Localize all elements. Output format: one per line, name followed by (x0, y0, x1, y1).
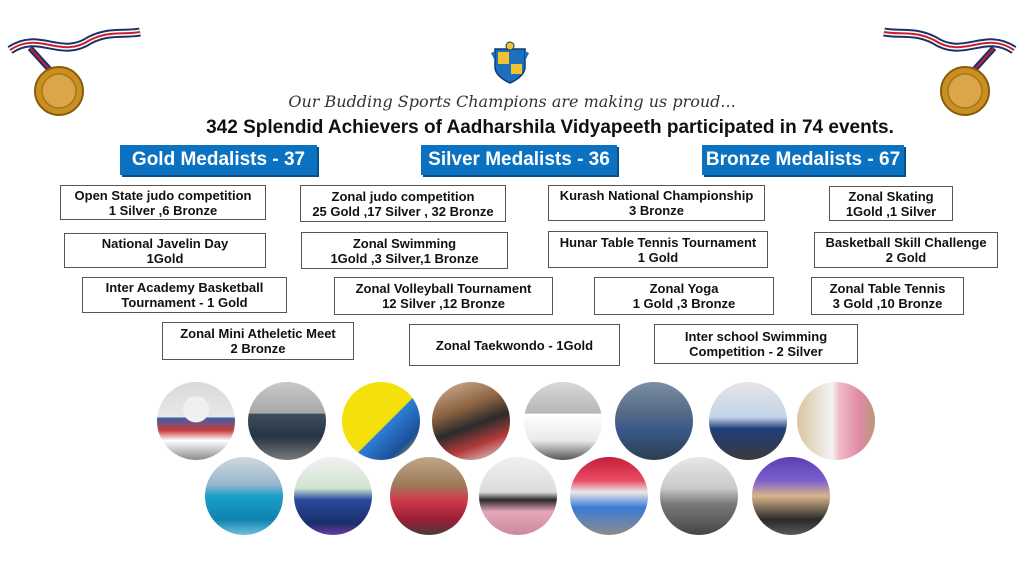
achievement-box (814, 232, 998, 268)
achievement-box (409, 324, 620, 366)
achievement-box (548, 185, 765, 221)
achievement-title: Zonal Yoga (649, 281, 719, 296)
achievement-title: Inter Academy Basketball (105, 280, 264, 295)
achievement-box (64, 233, 266, 268)
achievement-box (300, 185, 506, 222)
achievement-title: National Javelin Day (101, 235, 229, 251)
achievement-title: Hunar Table Tennis Tournament (559, 234, 757, 250)
sports-photo (432, 382, 510, 460)
achievement-result: 2 Gold (885, 250, 927, 265)
sports-photo (797, 382, 875, 460)
school-logo-icon (489, 41, 531, 85)
sports-photo (660, 457, 738, 535)
sports-photo (570, 457, 648, 535)
achievement-box (82, 277, 287, 313)
sports-photo (157, 382, 235, 460)
sports-photo (294, 457, 372, 535)
silver-medalists-banner: Silver Medalists - 36 (421, 145, 617, 175)
achievement-title: Basketball Skill Challenge (825, 235, 987, 250)
achievement-box (162, 322, 354, 360)
achievement-title: Zonal judo competition (331, 188, 475, 204)
sports-photo (479, 457, 557, 535)
achievement-title: Kurash National Championship (559, 188, 754, 203)
achievement-box (334, 277, 553, 315)
sports-photo (205, 457, 283, 535)
headline: 342 Splendid Achievers of Aadharshila Vidyapeeth participated in 74 events. (206, 117, 894, 138)
achievement-box (811, 277, 964, 315)
achievement-box (829, 186, 953, 221)
achievement-result: Competition - 2 Silver (689, 344, 823, 359)
achievement-result: 1 Gold ,3 Bronze (632, 296, 736, 311)
achievement-title: Zonal Taekwondo - 1Gold (435, 337, 594, 353)
achievement-result: 1Gold (146, 250, 184, 266)
sports-photo (390, 457, 468, 535)
achievement-title: Zonal Swimming (352, 235, 457, 251)
achievement-result: 1 Gold (637, 249, 679, 265)
achievement-result: Tournament - 1 Gold (121, 295, 248, 310)
achievement-box (594, 277, 774, 315)
achievement-title: Open State judo competition (74, 187, 252, 203)
sports-photo (342, 382, 420, 460)
achievement-result: 1Gold ,1 Silver (845, 203, 937, 219)
achievement-result: 12 Silver ,12 Bronze (382, 296, 505, 311)
achievement-result: 3 Gold ,10 Bronze (832, 296, 943, 311)
tagline: Our Budding Sports Champions are making us proud... (288, 92, 736, 111)
achievement-title: Zonal Table Tennis (829, 281, 946, 296)
achievement-box (654, 324, 858, 364)
sports-photo (615, 382, 693, 460)
achievement-box (60, 185, 266, 220)
sports-photo (524, 382, 602, 460)
achievement-result: 2 Bronze (230, 341, 286, 356)
bronze-medalists-banner: Bronze Medalists - 67 (702, 145, 904, 175)
sports-photo (248, 382, 326, 460)
achievement-result: 1 Silver ,6 Bronze (108, 202, 218, 218)
gold-medalists-banner: Gold Medalists - 37 (120, 145, 317, 175)
sports-photo (752, 457, 830, 535)
achievement-result: 3 Bronze (629, 203, 684, 218)
achievement-title: Zonal Skating (848, 188, 934, 204)
achievement-title: Zonal Volleyball Tournament (355, 281, 532, 296)
achievement-result: 1Gold ,3 Silver,1 Bronze (330, 250, 479, 266)
achievement-title: Zonal Mini Atheletic Meet (180, 326, 336, 341)
sports-photo (709, 382, 787, 460)
achievement-result: 25 Gold ,17 Silver , 32 Bronze (312, 203, 494, 219)
achievement-title: Inter school Swimming (684, 329, 828, 344)
achievement-box (548, 231, 768, 268)
achievement-box (301, 232, 508, 269)
